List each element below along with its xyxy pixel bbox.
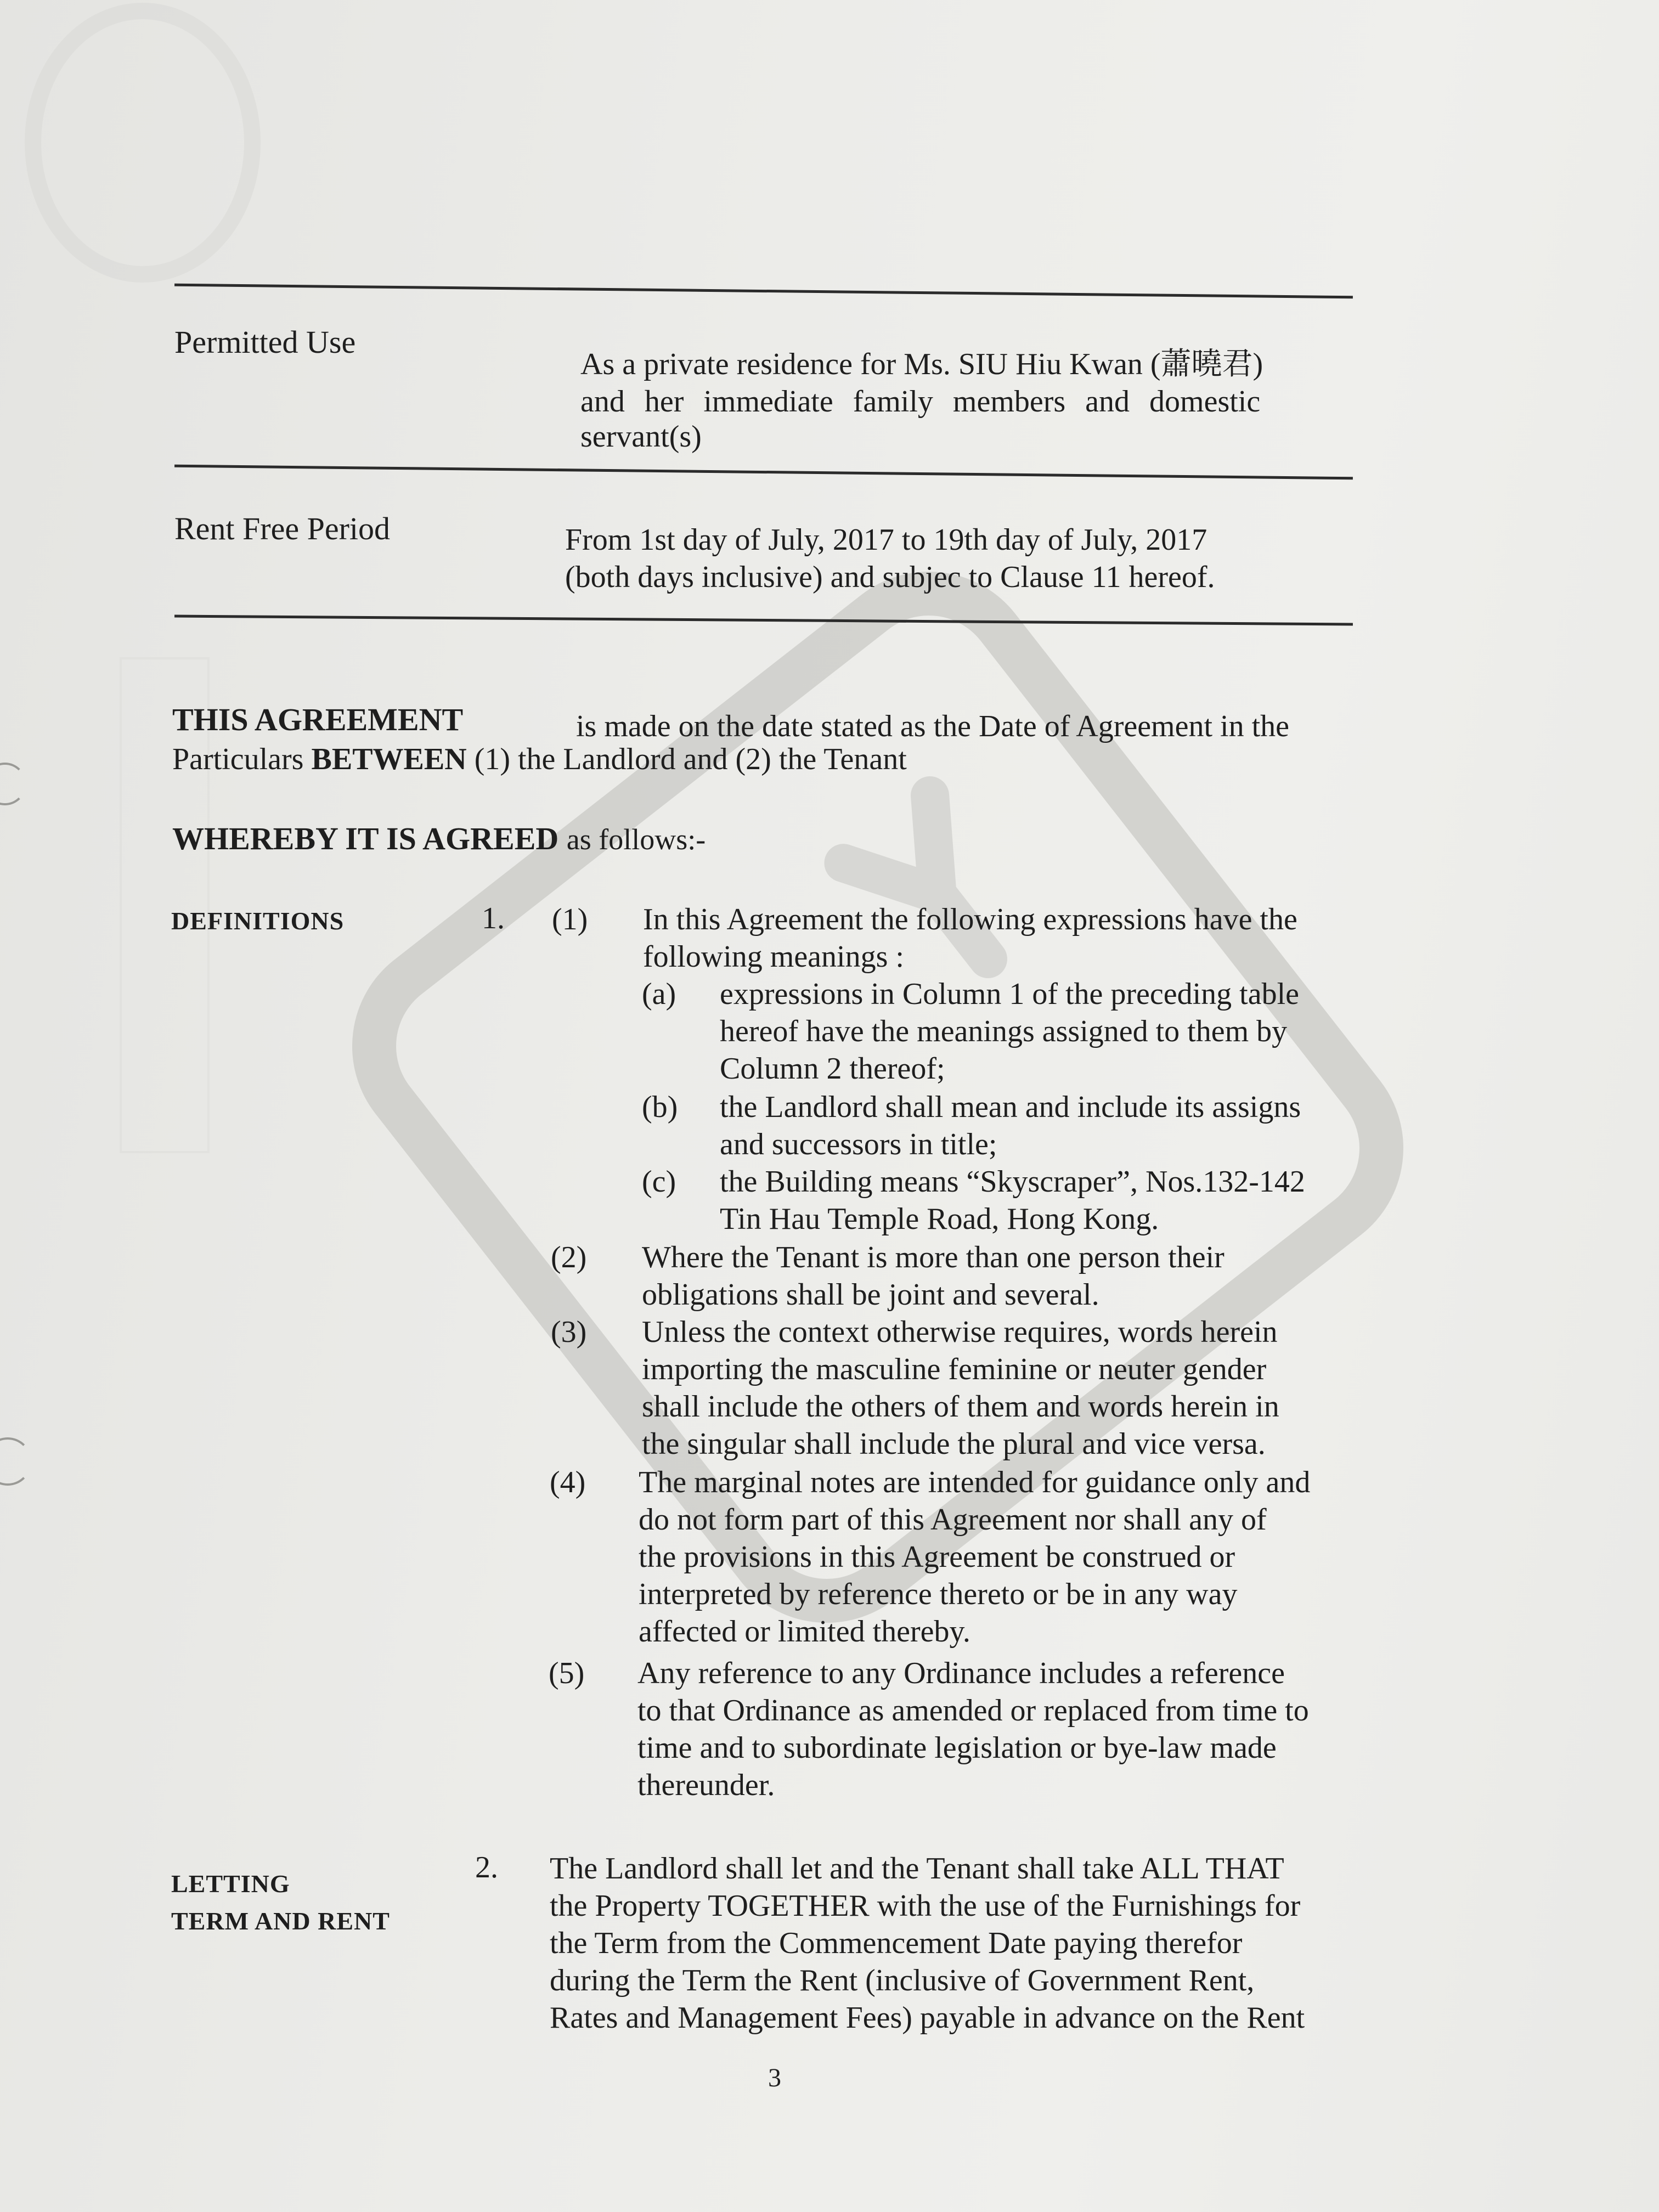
between-word: BETWEEN: [311, 742, 467, 776]
permitted-use-label: Permitted Use: [174, 324, 356, 360]
line: the provisions in this Agreement be construed or: [639, 1540, 1235, 1574]
letting-margin-note-line-2: TERM AND RENT: [171, 1907, 390, 1935]
definition-item-c-number: (c): [642, 1165, 676, 1199]
definition-item-4-number: (4): [550, 1465, 586, 1499]
line: the Property TOGETHER with the use of the Furnishings for: [550, 1889, 1301, 1923]
binder-hole-bottom: [0, 1437, 32, 1486]
definition-item-c-text: [720, 1163, 1362, 1238]
letting-margin-note-line-1: LETTING: [171, 1870, 290, 1898]
definition-item-5-number: (5): [549, 1656, 585, 1690]
rent-free-period-line-1: From 1st day of July, 2017 to 19th day of July, 2017: [565, 523, 1207, 557]
definition-item-2-text: [642, 1239, 1362, 1313]
whereby-line: [172, 820, 706, 858]
line: the Building means “Skyscraper”, Nos.132-142: [720, 1165, 1305, 1199]
line: importing the masculine feminine or neuter gender: [642, 1352, 1267, 1386]
line: the singular shall include the plural and vice versa.: [642, 1427, 1266, 1461]
binder-hole-top: [0, 763, 26, 805]
line: the Term from the Commencement Date paying therefor: [550, 1926, 1243, 1960]
table-rule-middle: [174, 465, 1353, 479]
this-agreement-line-2: [172, 741, 907, 778]
page-number: 3: [768, 2063, 781, 2092]
line: Column 2 thereof;: [720, 1052, 945, 1086]
definition-item-3-number: (3): [551, 1315, 587, 1349]
line: Where the Tenant is more than one person their: [642, 1240, 1224, 1274]
line: to that Ordinance as amended or replaced from time to: [637, 1694, 1309, 1728]
definition-item-2-number: (2): [551, 1240, 587, 1274]
line: Tin Hau Temple Road, Hong Kong.: [720, 1202, 1159, 1236]
line: time and to subordinate legislation or bye-law made: [637, 1731, 1277, 1765]
definition-item-b-number: (b): [642, 1090, 678, 1124]
line: Any reference to any Ordinance includes a reference: [637, 1656, 1285, 1690]
line: affected or limited thereby.: [639, 1615, 970, 1649]
line: Unless the context otherwise requires, words herein: [642, 1315, 1278, 1349]
line: hereof have the meanings assigned to them by: [720, 1014, 1288, 1048]
letting-text: [550, 1850, 1351, 2036]
definition-item-a-text: [720, 975, 1362, 1087]
clause-2-number: 2.: [475, 1850, 498, 1884]
line: and successors in title;: [720, 1127, 997, 1161]
rent-free-period-label: Rent Free Period: [174, 511, 391, 546]
line: Rates and Management Fees) payable in advance on the Rent: [550, 2001, 1305, 2035]
definition-item-b-text: [720, 1088, 1362, 1163]
definition-item-1-text: [643, 901, 1362, 975]
between-rest: (1) the Landlord and (2) the Tenant: [474, 742, 907, 776]
permitted-use-line-2: and her immediate family members and domestic: [580, 385, 1261, 419]
particulars-word: Particulars: [172, 742, 304, 776]
definition-item-5-text: [637, 1655, 1362, 1804]
table-rule-bottom: [174, 615, 1353, 626]
line: do not form part of this Agreement nor shall any of: [639, 1503, 1267, 1537]
whereby-heading: WHEREBY IT IS AGREED: [172, 821, 559, 856]
line: expressions in Column 1 of the preceding table: [720, 977, 1299, 1011]
definition-item-a-number: (a): [642, 977, 676, 1011]
line: the Landlord shall mean and include its assigns: [720, 1090, 1301, 1124]
line: following meanings :: [643, 940, 904, 974]
line: In this Agreement the following expressions have the: [643, 902, 1297, 936]
rent-free-period-line-2: (both days inclusive) and subjec to Clause 11 hereof.: [565, 560, 1215, 594]
line: interpreted by reference thereto or be in any way: [639, 1577, 1238, 1611]
line: thereunder.: [637, 1768, 775, 1802]
line: obligations shall be joint and several.: [642, 1278, 1099, 1312]
definitions-margin-note: DEFINITIONS: [171, 907, 345, 935]
definition-item-4-text: [639, 1464, 1362, 1650]
definition-item-3-text: [642, 1313, 1362, 1463]
whereby-rest: as follows:-: [566, 823, 706, 856]
line: shall include the others of them and words herein in: [642, 1390, 1279, 1424]
permitted-use-line-1: As a private residence for Ms. SIU Hiu Kwan (蕭曉君): [580, 347, 1263, 381]
line: The marginal notes are intended for guidance only and: [639, 1465, 1311, 1499]
this-agreement-line-1: is made on the date stated as the Date of Agreement in the: [576, 709, 1290, 743]
clause-1-number: 1.: [482, 901, 505, 935]
table-rule-top: [174, 284, 1353, 298]
permitted-use-line-3: servant(s): [580, 420, 702, 454]
line: during the Term the Rent (inclusive of Government Rent,: [550, 1963, 1255, 1997]
this-agreement-heading: THIS AGREEMENT: [172, 702, 464, 737]
definition-item-1-number: (1): [552, 902, 588, 936]
line: The Landlord shall let and the Tenant shall take ALL THAT: [550, 1852, 1284, 1886]
